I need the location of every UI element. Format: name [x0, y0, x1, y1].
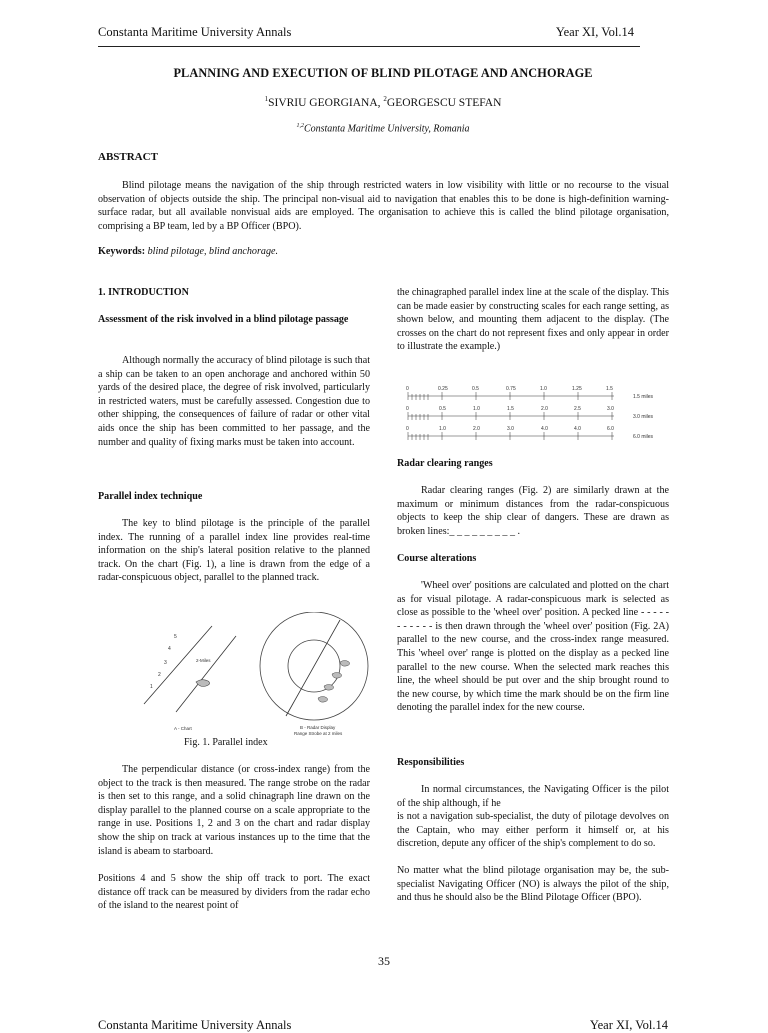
- chart-position-3: 3: [164, 660, 167, 666]
- planned-track-line: [144, 626, 212, 704]
- paragraph-course-alterations: 'Wheel over' positions are calculated and plotted on the chart as for visual pilotage. A radar-conspicuous mark is selected as close as possible to the 'wheel over' position. A pecked line - - - - - - - - - - - is then drawn through the 'wheel over' position (Fig. 2A) parallel to the new course, and the cross-index range measured. This 'wheel over' range is plotted on the display as a pecked line parallel to the new course. When the selected mark reaches this line, the wheel should be put over and the ship brought round to the new course, by which time the mark should be on the firm line denoting the parallel index for the new course.: [397, 580, 669, 714]
- scale3-tick-4: 4.0: [541, 426, 548, 432]
- scale2-label: 3.0 miles: [633, 414, 654, 420]
- scale2-tick-5: 2.5: [574, 406, 581, 412]
- range-scales-drawing: [400, 382, 668, 446]
- parallel-index-line-chart: [176, 636, 236, 712]
- abstract-text: Blind pilotage means the navigation of the ship through restricted waters in low visibility with little or no recourse to the visual observation of objects outside the ship. The principal non-visual aid to navigation that enables this to be done is high-definition warning-surface radar, but all available nonvisual aids are employed. The organisation to achieve this is called the blind pilotage organisation, comprising a BP team, led by a BP Officer (BPO).: [98, 180, 669, 232]
- chart-position-5: 5: [174, 634, 177, 640]
- scale1-label: 1.5 miles: [633, 394, 654, 400]
- scale3-label: 6.0 miles: [633, 434, 654, 440]
- chart-position-2: 2: [158, 672, 161, 678]
- subheading-responsibilities: Responsibilities: [397, 757, 465, 768]
- page-number: 35: [378, 954, 390, 968]
- chart-track-label: 2-Miles: [196, 658, 211, 663]
- header-rule: [98, 46, 640, 47]
- running-header-journal: Constanta Maritime University Annals: [98, 25, 292, 39]
- scale1-tick-0: 0: [406, 386, 409, 392]
- paragraph-off-track: Positions 4 and 5 show the ship off track to port. The exact distance off track can be measured by dividers from the radar echo of the island to the nearest point of: [98, 873, 370, 912]
- radar-echo-4: [318, 697, 328, 703]
- authors: [98, 95, 668, 109]
- scale2-tick-1: 0.5: [439, 406, 446, 412]
- paragraph-risk: Although normally the accuracy of blind pilotage is such that a ship can be taken to an open anchorage and anchored within 50 yards of the desired place, the degree of risk involved, particularly in restricted waters, must be carefully assessed. Congestion due to other shipping, the consequences of failure of radar or other vital aids once the ship has been committed to her passage, and the number and quality of fixing marks must be taken into account.: [98, 355, 370, 448]
- radar-echo-1: [340, 661, 350, 667]
- chart-panel-label: A - Chart: [174, 726, 192, 731]
- paragraph-responsibilities-3: No matter what the blind pilotage organisation may be, the sub-specialist Navigating Officer (NO) is always the pilot of the ship, and thus he should also be the Blind Pilotage Officer (BPO).: [397, 865, 669, 904]
- subheading-parallel-index: Parallel index technique: [98, 491, 203, 502]
- radar-panel-label-1: B - Radar Display: [300, 725, 336, 730]
- keywords-text: blind pilotage, blind anchorage.: [145, 246, 278, 257]
- affiliation-text: Constanta Maritime University, Romania: [303, 123, 470, 135]
- scale3-tick-6: 6.0: [607, 426, 614, 432]
- subheading-course-alterations: Course alterations: [397, 553, 477, 564]
- figure-parallel-index: [134, 612, 374, 740]
- radar-echo-2: [332, 673, 342, 679]
- author-sup-1: 1: [264, 95, 269, 103]
- paragraph-radar-clearing-ranges: Radar clearing ranges (Fig. 2) are similarly drawn at the maximum or minimum distances from the radar-conspicuous objects to keep the ship clear of dangers. These are drawn as broken lines:_ _ _ _ _ _ _ _ _ .: [397, 485, 669, 537]
- scale3-tick-2: 2.0: [473, 426, 480, 432]
- scale1-tick-4: 1.0: [540, 386, 547, 392]
- scale-3-0-miles: [406, 406, 654, 420]
- subheading-risk: Assessment of the risk involved in a blind pilotage passage: [98, 314, 349, 325]
- island-chart: [196, 680, 210, 687]
- author-2: GEORGESCU STEFAN: [386, 96, 502, 109]
- scale2-tick-3: 1.5: [507, 406, 514, 412]
- scale-1-5-miles: [406, 386, 654, 400]
- radar-panel-label-2: Range Strobe at 2 miles: [294, 731, 343, 736]
- paragraph-scale-construction: the chinagraphed parallel index line at the scale of the display. This can be made easier by constructing scales for each range setting, as shown below, and mounting them adjacent to the display. (The crosses on the chart do not represent fixes and only appear in order to illustrate the example.): [397, 287, 669, 353]
- section-heading-introduction: 1. INTRODUCTION: [98, 287, 189, 298]
- footer-issue: Year XI, Vol.14: [589, 1018, 668, 1032]
- figure-radar-panel: [260, 612, 368, 736]
- affiliation: [98, 123, 668, 134]
- scale3-tick-3: 3.0: [507, 426, 514, 432]
- scale1-tick-1: 0.25: [438, 386, 448, 392]
- scale1-tick-5: 1.25: [572, 386, 582, 392]
- keywords-label: Keywords:: [98, 246, 146, 257]
- footer-journal: Constanta Maritime University Annals: [98, 1018, 292, 1032]
- author-sup-2: 2: [383, 95, 387, 103]
- figure-chart-panel: [144, 626, 236, 731]
- range-scales: [400, 382, 668, 446]
- paragraph-responsibilities-1: In normal circumstances, the Navigating Officer is the pilot of the ship although, if he: [397, 784, 669, 809]
- abstract-heading: ABSTRACT: [98, 151, 158, 163]
- affiliation-sup: 1,2: [296, 123, 304, 129]
- paragraph-responsibilities-2: is not a navigation sub-specialist, the duty of pilotage devolves on the Captain, who may either perform it himself or, at his discretion, depute any officer of the ship's complement to do so.: [397, 811, 669, 850]
- paper-title: PLANNING AND EXECUTION OF BLIND PILOTAGE AND ANCHORAGE: [173, 66, 593, 80]
- author-1: SIVRIU GEORGIANA,: [268, 96, 384, 109]
- scale-6-0-miles: [406, 426, 654, 440]
- scale1-tick-6: 1.5: [606, 386, 613, 392]
- paragraph-parallel-index: The key to blind pilotage is the principle of the parallel index. The running of a parallel index line provides real-time information on the ship's lateral position relative to the planned track. On the chart (Fig. 1), a line is drawn from the edge of a radar-conspicuous object, parallel to the planned track.: [98, 518, 370, 584]
- scale2-tick-6: 3.0: [607, 406, 614, 412]
- subheading-radar-clearing-ranges: Radar clearing ranges: [397, 458, 493, 469]
- scale3-tick-0: 0: [406, 426, 409, 432]
- scale2-tick-0: 0: [406, 406, 409, 412]
- scale2-tick-2: 1.0: [473, 406, 480, 412]
- scale3-tick-1: 1.0: [439, 426, 446, 432]
- scale3-tick-5: 4.0: [574, 426, 581, 432]
- chart-position-4: 4: [168, 646, 171, 652]
- scale1-tick-2: 0.5: [472, 386, 479, 392]
- parallel-index-line-radar: [286, 620, 340, 716]
- figure-1-caption: Fig. 1. Parallel index: [184, 737, 268, 748]
- scale1-tick-3: 0.75: [506, 386, 516, 392]
- running-header-issue: Year XI, Vol.14: [555, 25, 634, 39]
- scale2-tick-4: 2.0: [541, 406, 548, 412]
- chart-position-1: 1: [150, 684, 153, 690]
- keywords: [98, 245, 669, 259]
- paragraph-cross-index: The perpendicular distance (or cross-index range) from the object to the track is then measured. The range strobe on the radar is then set to this range, and a solid chinagraph line drawn on the display parallel to the planned course on a scale appropriate to the range in use. Positions 1, 2 and 3 on the chart and radar display show the ship on track at various instances up to the time that the island is abeam to starboard.: [98, 764, 370, 857]
- radar-echo-3: [324, 685, 334, 691]
